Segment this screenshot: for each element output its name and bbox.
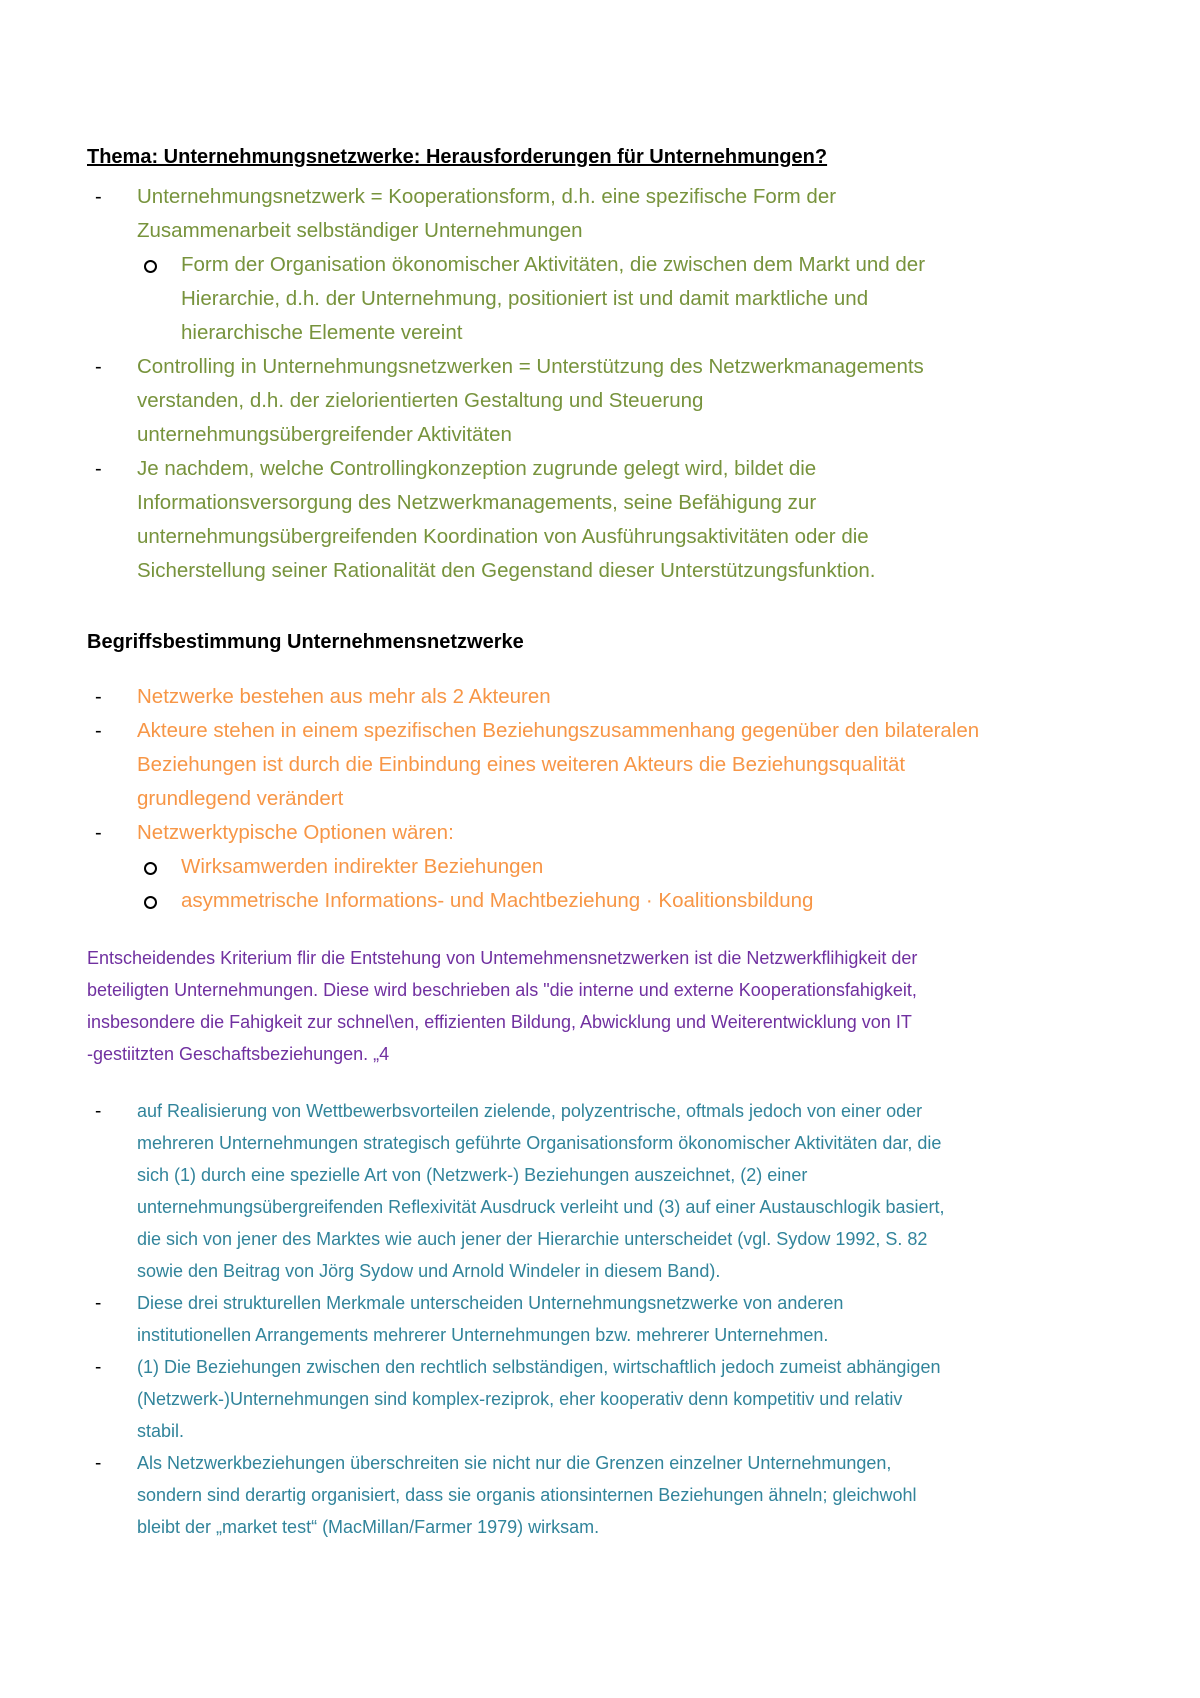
teal-line-14: bleibt der „market test“ (MacMillan/Farmer 1979) wirksam.: [137, 1517, 600, 1537]
teal-line-12: Als Netzwerkbeziehungen überschreiten sie nicht nur die Grenzen einzelner Unternehmungen,: [137, 1453, 892, 1473]
green-line-11: unternehmungsübergreifenden Koordination von Ausführungsaktivitäten oder die: [137, 525, 869, 548]
purple-line-2: beteiligten Unternehmungen. Diese wird beschrieben als "die interne und externe Kooperationsfahigkeit,: [87, 980, 917, 1000]
purple-line-4: -gestiitzten Geschaftsbeziehungen. „4: [87, 1044, 390, 1064]
orange-line-3: Beziehungen ist durch die Einbindung eines weiteren Akteurs die Beziehungsqualität: [137, 753, 906, 776]
bullet-circle: [144, 260, 157, 273]
green-line-8: unternehmungsübergreifender Aktivitäten: [137, 423, 512, 446]
green-line-1: Unternehmungsnetzwerk = Kooperationsform, d.h. eine spezifische Form der: [137, 185, 837, 208]
teal-line-3: sich (1) durch eine spezielle Art von (Netzwerk-) Beziehungen auszeichnet, (2) einer: [137, 1165, 808, 1185]
teal-line-9: (1) Die Beziehungen zwischen den rechtlich selbständigen, wirtschaftlich jedoch zumeist abhängigen: [137, 1357, 941, 1377]
bullet-dash: -: [95, 458, 102, 480]
green-line-7: verstanden, d.h. der zielorientierten Gestaltung und Steuerung: [137, 389, 704, 412]
bullet-dash: -: [95, 720, 102, 742]
bullet-dash: -: [95, 186, 102, 208]
purple-line-3: insbesondere die Fahigkeit zur schnel\en, effizienten Bildung, Abwicklung und Weiterentwicklung von IT: [87, 1012, 912, 1032]
green-line-2: Zusammenarbeit selbständiger Unternehmungen: [137, 219, 583, 242]
orange-line-4: grundlegend verändert: [137, 787, 344, 810]
green-line-3: Form der Organisation ökonomischer Aktivitäten, die zwischen dem Markt und der: [181, 253, 926, 276]
green-line-12: Sicherstellung seiner Rationalität den Gegenstand dieser Unterstützungsfunktion.: [137, 559, 876, 582]
orange-line-7: asymmetrische Informations- und Machtbeziehung · Koalitionsbildung: [181, 889, 814, 912]
orange-line-2: Akteure stehen in einem spezifischen Beziehungszusammenhang gegenüber den bilateralen: [137, 719, 980, 742]
teal-line-7: Diese drei strukturellen Merkmale unterscheiden Unternehmungsnetzwerke von anderen: [137, 1293, 844, 1313]
bullet-dash: -: [95, 356, 102, 378]
teal-line-5: die sich von jener des Marktes wie auch jener der Hierarchie unterscheidet (vgl. Sydow 1992, S. 82: [137, 1229, 928, 1249]
green-line-9: Je nachdem, welche Controllingkonzeption zugrunde gelegt wird, bildet die: [137, 457, 817, 480]
bullet-dash: -: [95, 822, 102, 844]
orange-line-1: Netzwerke bestehen aus mehr als 2 Akteuren: [137, 685, 551, 708]
green-line-5: hierarchische Elemente vereint: [181, 321, 463, 344]
orange-line-6: Wirksamwerden indirekter Beziehungen: [181, 855, 544, 878]
green-line-10: Informationsversorgung des Netzwerkmanagements, seine Befähigung zur: [137, 491, 817, 514]
green-line-4: Hierarchie, d.h. der Unternehmung, positioniert ist und damit marktliche und: [181, 287, 869, 310]
section-heading: Begriffsbestimmung Unternehmensnetzwerke: [87, 631, 524, 653]
teal-line-13: sondern sind derartig organisiert, dass sie organis ationsinternen Beziehungen ähneln; gleichwohl: [137, 1485, 917, 1505]
teal-line-2: mehreren Unternehmungen strategisch geführte Organisationsform ökonomischer Aktivitäten dar, die: [137, 1133, 942, 1153]
bullet-circle: [144, 896, 157, 909]
bullet-dash: -: [95, 1357, 102, 1378]
bullet-dash: -: [95, 1101, 102, 1122]
teal-line-4: unternehmungsübergreifenden Reflexivität Ausdruck verleiht und (3) auf einer Austauschlogik basiert,: [137, 1197, 945, 1217]
bullet-circle: [144, 862, 157, 875]
bullet-dash: -: [95, 1453, 102, 1474]
bullet-dash: -: [95, 686, 102, 708]
teal-line-1: auf Realisierung von Wettbewerbsvorteilen zielende, polyzentrische, oftmals jedoch von einer oder: [137, 1101, 923, 1121]
document-title: Thema: Unternehmungsnetzwerke: Herausforderungen für Unternehmungen?: [87, 146, 828, 168]
teal-line-8: institutionellen Arrangements mehrerer Unternehmungen bzw. mehrerer Unternehmen.: [137, 1325, 829, 1345]
green-line-6: Controlling in Unternehmungsnetzwerken = Unterstützung des Netzwerkmanagements: [137, 355, 924, 378]
teal-line-11: stabil.: [137, 1421, 185, 1441]
orange-line-5: Netzwerktypische Optionen wären:: [137, 821, 454, 844]
teal-line-10: (Netzwerk-)Unternehmungen sind komplex-reziprok, eher kooperativ denn kompetitiv und relativ: [137, 1389, 903, 1409]
bullet-dash: -: [95, 1293, 102, 1314]
purple-line-1: Entscheidendes Kriterium flir die Entstehung von Untemehmensnetzwerken ist die Netzwerkflihigkeit der: [87, 948, 918, 968]
teal-line-6: sowie den Beitrag von Jörg Sydow und Arnold Windeler in diesem Band).: [137, 1261, 721, 1281]
